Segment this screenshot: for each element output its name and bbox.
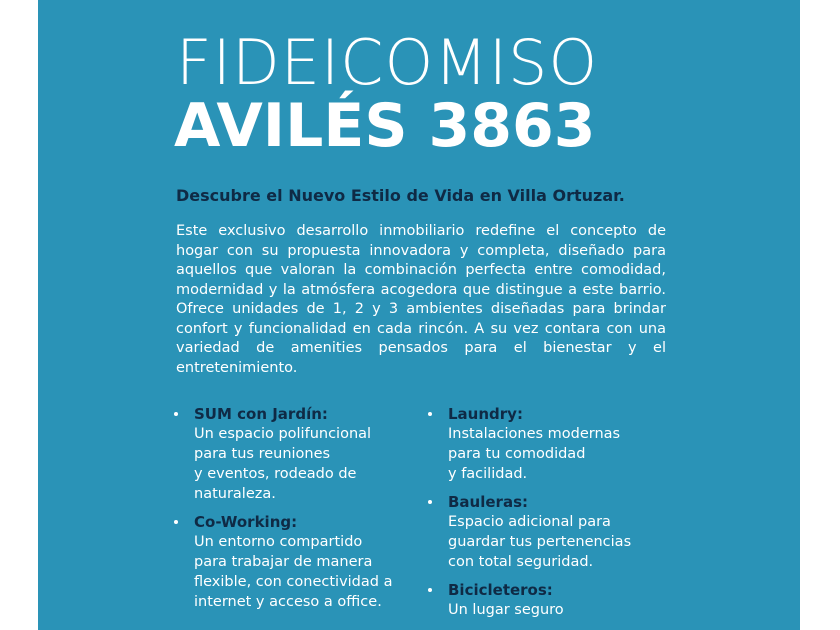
amenity-description: Un entorno compartido para trabajar de manera flexible, con conectividad a internet y acceso a office. [194,534,393,610]
amenities-right-column [428,404,668,628]
title-fideicomiso: FIDEICOMISO [176,26,599,99]
amenity-item-sum [174,404,414,504]
amenity-description: Espacio adicional para guardar tus pertenencias con total seguridad. [448,514,632,570]
amenity-title: Bauleras: [448,493,528,511]
bullet-icon [428,500,432,504]
bullet-icon [174,412,178,416]
amenities-left-column [174,404,414,620]
bullet-icon [428,588,432,592]
amenity-item-bauleras [428,492,668,572]
bullet-icon [174,520,178,524]
amenity-description: Un lugar seguro [448,602,564,618]
intro-paragraph: Este exclusivo desarrollo inmobiliario redefine el concepto de hogar con su propuesta innovadora y completa, diseñado para aquellos que valoran la combinación perfecta entre comodidad, modernidad y la atmósfera acogedora que distingue a este barrio. Ofrece unidades de 1, 2 y 3 ambientes diseñadas para brindar confort y funcionalidad en cada rincón. A su vez contara con una variedad de amenities pensados para el bienestar y el entretenimiento. [176,223,666,376]
amenity-item-coworking [174,512,414,612]
amenity-item-laundry [428,404,668,484]
title-address: AVILÉS 3863 [174,91,596,161]
bullet-icon [428,412,432,416]
subtitle: Descubre el Nuevo Estilo de Vida en Villa Ortuzar. [176,186,625,205]
amenity-title: Laundry: [448,405,523,423]
amenity-description: Instalaciones modernas para tu comodidad y facilidad. [448,426,621,482]
amenity-description: Un espacio polifuncional para tus reuniones y eventos, rodeado de naturaleza. [194,426,372,502]
amenity-title: Co-Working: [194,513,298,531]
amenity-title: Bicicleteros: [448,581,553,599]
amenity-title: SUM con Jardín: [194,405,328,423]
amenity-item-bicicleteros [428,580,668,620]
